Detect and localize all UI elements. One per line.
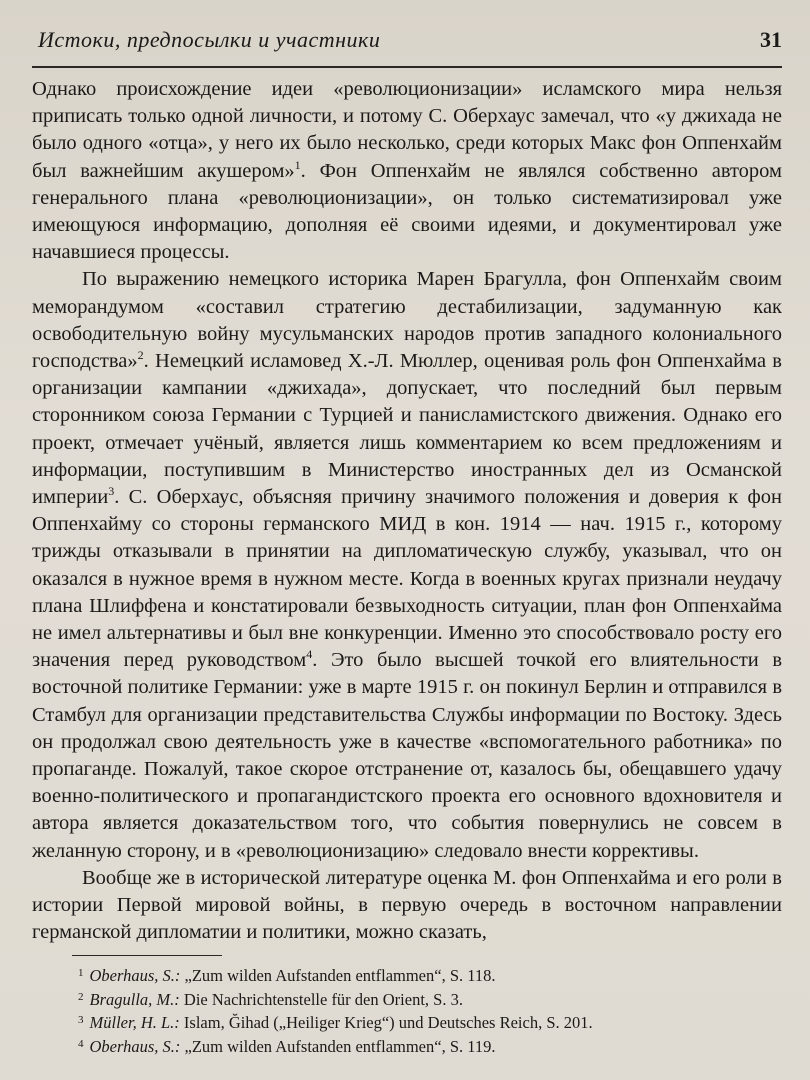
footnote-number: 2	[78, 990, 84, 1003]
footnote-ref-3: 3	[108, 484, 115, 499]
footnote-text: Die Nachrichtenstelle für den Orient, S. 3.	[179, 989, 463, 1009]
footnote-author: Oberhaus, S.:	[89, 1036, 181, 1056]
footnote-ref-1: 1	[294, 157, 301, 172]
footnote-rule	[72, 955, 222, 956]
footnote-number: 1	[78, 967, 84, 979]
paragraph-2-text-4: . Это было высшей точкой его влиятельности в восточной политике Германии: уже в марте 1915 г. он покинул Берлин и отправился в Стамбул для организации представительства Службы информации по Востоку. Здесь он продолжал свою деятельность уже в качестве «вспомогательного работника» по пропаганде. Пожалуй, такое скорое отстранение от, казалось бы, обещавшего удачу военно-политического и пропагандистского проекта его основного вдохновителя и автора является доказательством того, что события повернулись не совсем в желанную сторону, и в «революционизацию» следовало внести коррективы.	[32, 649, 782, 862]
footnote-ref-4: 4	[306, 647, 313, 662]
footnote-author: Oberhaus, S.:	[89, 966, 181, 985]
footnote-2	[78, 987, 778, 1011]
paragraph-2-text-3: . С. Оберхаус, объясняя причину значимого положения и доверия к фон Оппенхайму со стороны германского МИД в кон. 1914 — нач. 1915 г., которому трижды отказывали в принятии на дипломатическую службу, указывал, что он оказался в нужное время в нужном месте. Когда в военных кругах признали неудачу плана Шлиффена и констатировали безвыходность ситуации, план фон Оппенхайма не имел альтернативы и был вне конкуренции. Именно это способствовало росту его значения перед руководством	[32, 486, 782, 672]
footnote-text: „Zum wilden Aufstanden entflammen“, S. 118.	[180, 966, 496, 985]
running-title: Истоки, предпосылки и участники	[38, 27, 381, 52]
footnote-author: Bragulla, M.:	[89, 989, 180, 1009]
paragraph-1-text-1: Однако происхождение идеи «революционизации» исламского мира нельзя приписать только одной личности, и потому С. Оберхаус замечал, что «у джихада не было одного «отца», у него их было несколько, среди которых Макс фон Оппенхайм был важнейшим акушером»	[32, 78, 782, 182]
paragraph-3	[32, 865, 782, 947]
footnotes	[78, 963, 778, 1057]
paragraph-2	[32, 266, 782, 864]
paragraph-1	[32, 76, 782, 266]
paragraph-2-text-1: По выражению немецкого историка Марен Брагулла, фон Оппенхайм своим меморандумом «составил стратегию дестабилизации, задуманную как освободительную войну мусульманских народов против западного колониального господства»	[32, 268, 782, 373]
footnote-ref-2: 2	[137, 348, 144, 363]
footnote-1	[78, 963, 778, 987]
running-header	[32, 22, 782, 56]
footnote-3	[78, 1010, 778, 1034]
paragraph-1-text-2: . Фон Оппенхайм не являлся собственно автором генерального плана «революционизации», он только систематизировал уже имеющуюся информацию, дополняя её своими идеями, и документировал уже начавшиеся процессы.	[32, 159, 783, 264]
footnote-number: 3	[78, 1014, 84, 1026]
main-text	[32, 76, 782, 947]
footnote-author: Müller, H. L.:	[89, 1013, 180, 1032]
footnote-number: 4	[78, 1037, 84, 1050]
page-number: 31	[760, 27, 782, 52]
footnote-text: Islam, Ğihad („Heiliger Krieg“) und Deutsches Reich, S. 201.	[179, 1013, 593, 1032]
footnote-text: „Zum wilden Aufstanden entflammen“, S. 119.	[180, 1036, 496, 1056]
header-rule	[32, 66, 782, 68]
paragraph-2-text-2: . Немецкий исламовед Х.-Л. Мюллер, оценивая роль фон Оппенхайма в организации кампании «джихада», допускает, что последний был первым сторонником союза Германии с Турцией и панисламистского движения. Однако его проект, отмечает учёный, является лишь комментарием ко всем предложениям и информации, поступившим в Министерство иностранных дел из Османской империи	[32, 350, 782, 509]
paragraph-3-text-1: Вообще же в исторической литературе оценка М. фон Оппенхайма и его роли в истории Первой мировой войны, в первую очередь в восточном направлении германской дипломатии и политики, можно сказать,	[32, 866, 782, 944]
footnote-4	[78, 1034, 778, 1058]
